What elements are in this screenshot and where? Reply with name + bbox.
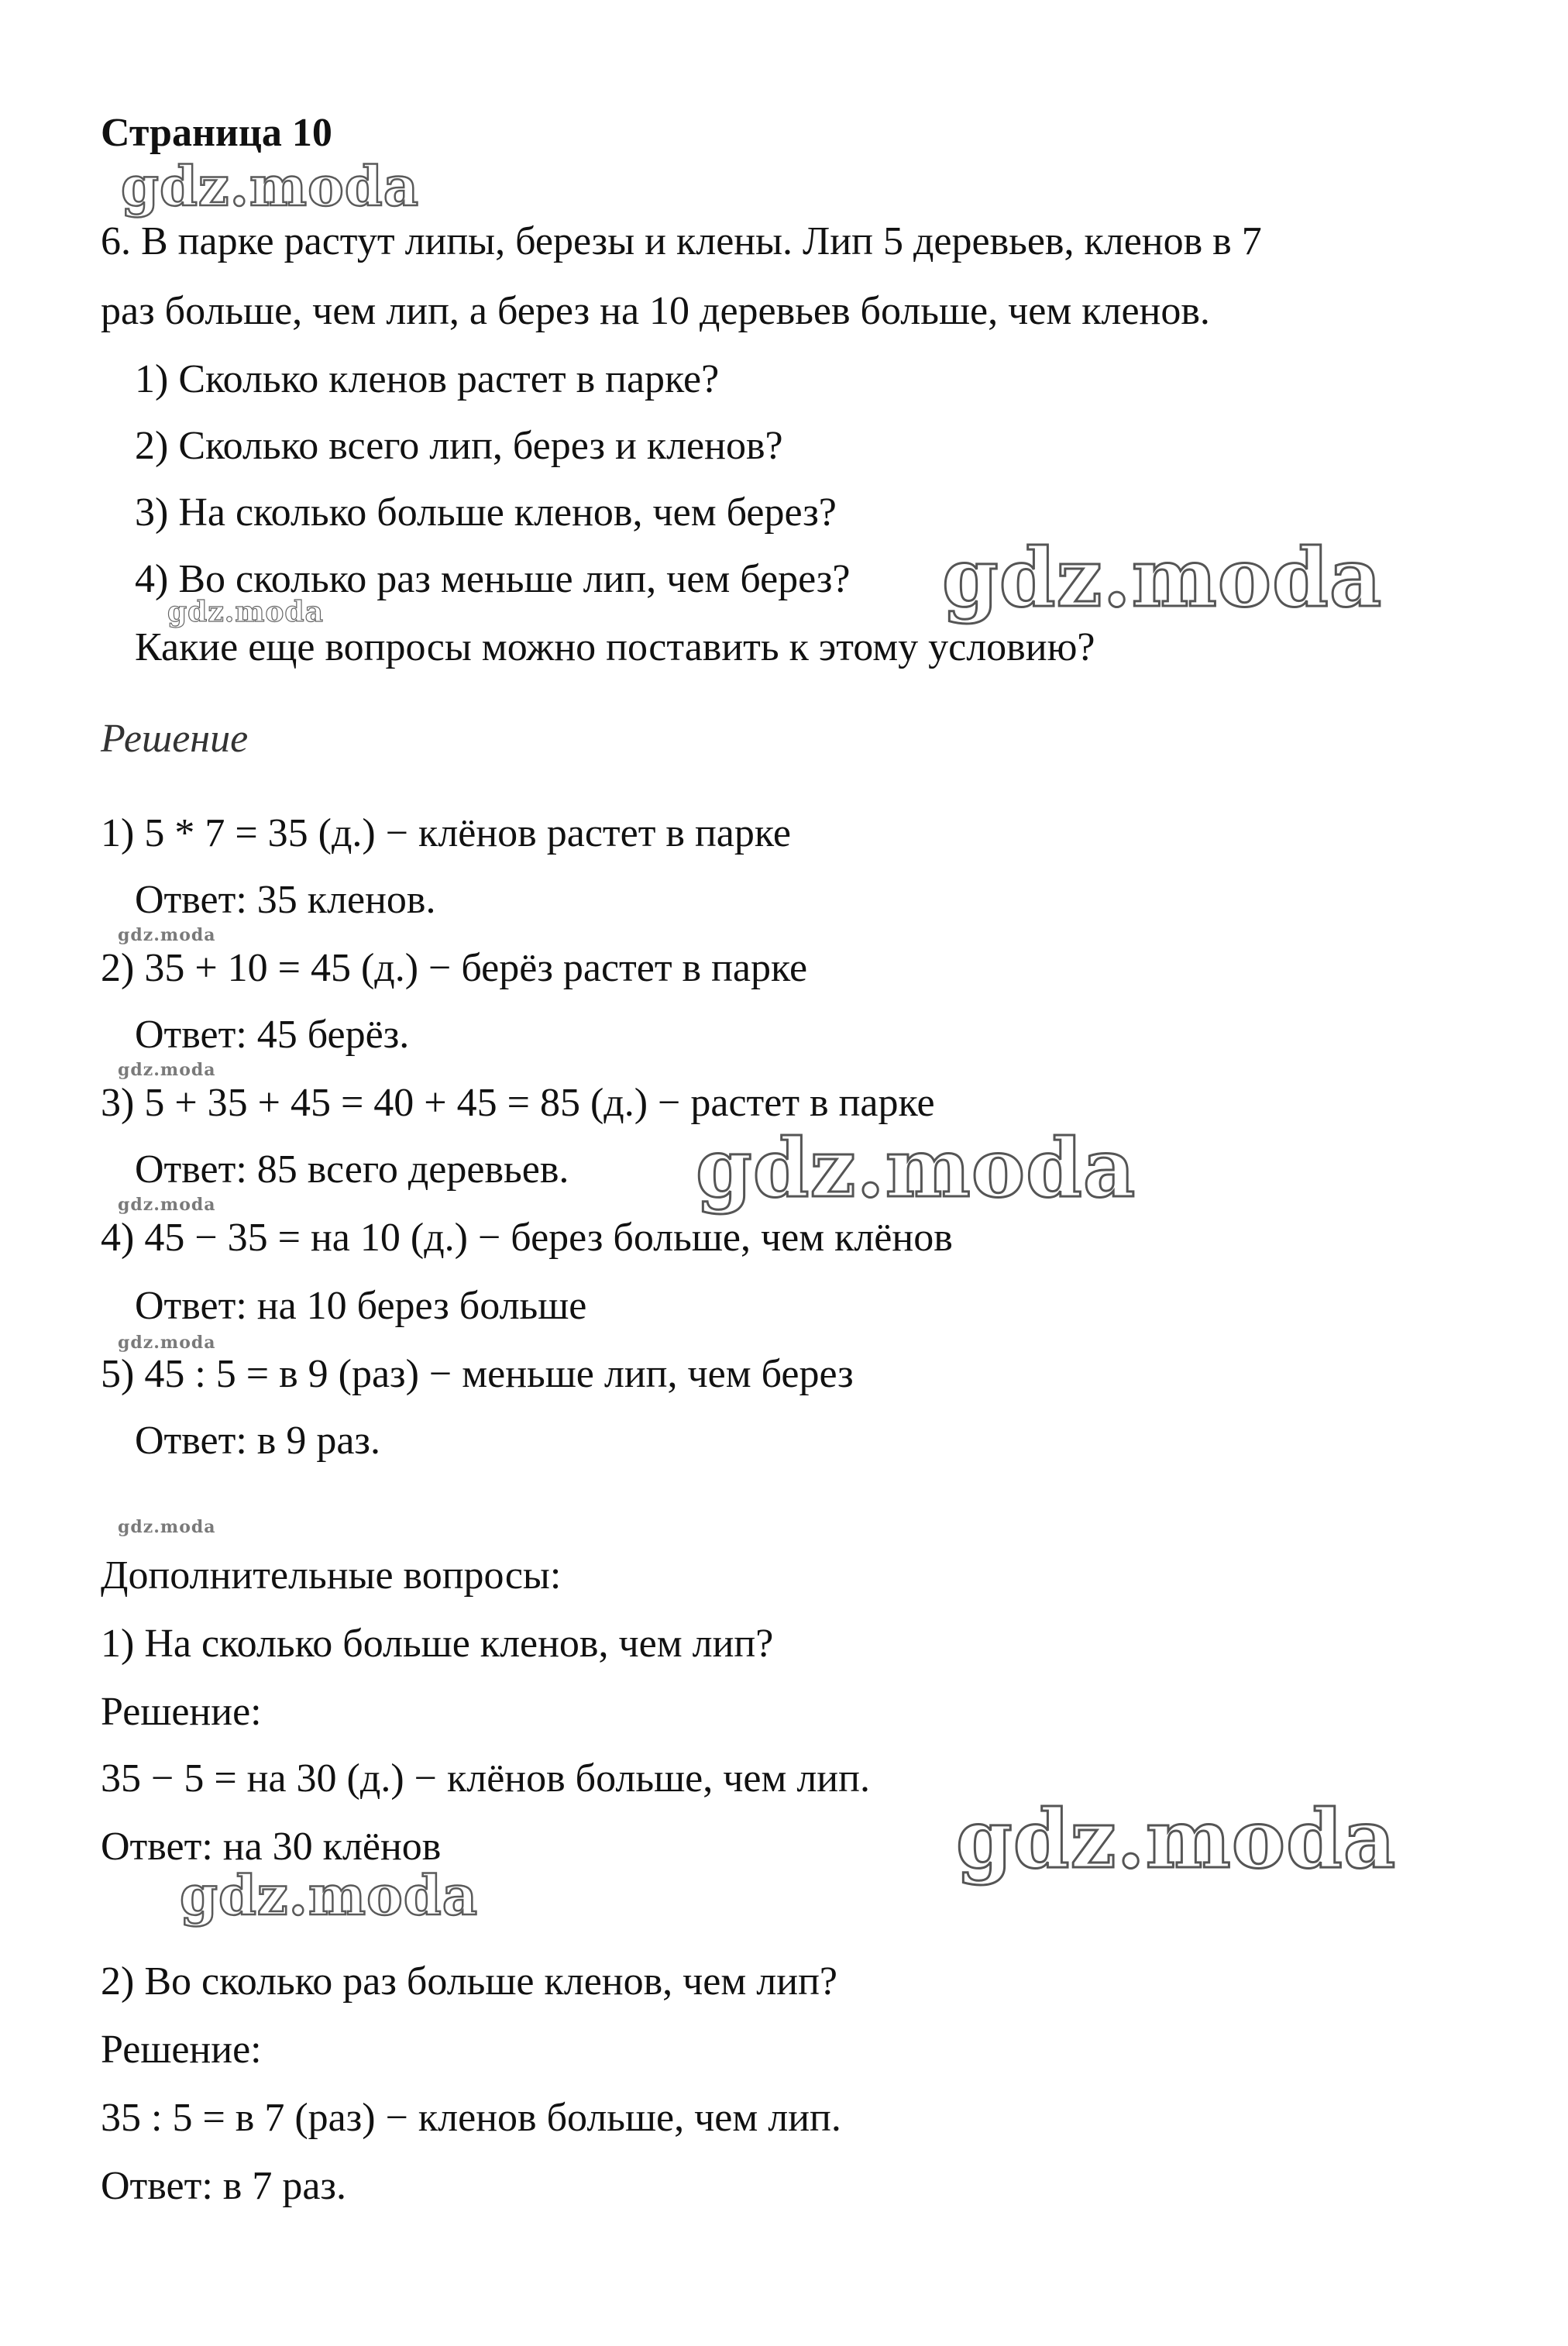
watermark-logo: gdz.moda	[118, 925, 216, 945]
task-question-4: 4) Во сколько раз меньше лип, чем берез?	[135, 557, 851, 601]
solution-step-5: 5) 45 : 5 = в 9 (раз) − меньше лип, чем берез	[101, 1352, 854, 1396]
additional-question-2: 2) Во сколько раз больше кленов, чем лип?	[101, 1959, 837, 2004]
watermark-logo: gdz.moda	[167, 596, 324, 628]
solution-answer-1: Ответ: 35 кленов.	[135, 878, 436, 922]
additional-solution-label-1: Решение:	[101, 1690, 262, 1734]
watermark-logo: gdz.moda	[180, 1863, 479, 1928]
task-text-line-2: раз больше, чем лип, а берез на 10 деревьев больше, чем кленов.	[101, 289, 1210, 333]
task-question-1: 1) Сколько кленов растет в парке?	[135, 357, 720, 401]
watermark-logo: gdz.moda	[118, 1060, 216, 1080]
solution-label: Решение	[101, 717, 249, 761]
watermark-logo: gdz.moda	[118, 1195, 216, 1215]
solution-answer-5: Ответ: в 9 раз.	[135, 1419, 380, 1463]
page-heading: Страница 10	[101, 111, 332, 155]
watermark-logo: gdz.moda	[118, 1333, 216, 1353]
watermark-logo: gdz.moda	[956, 1791, 1397, 1887]
watermark-logo: gdz.moda	[942, 530, 1383, 625]
watermark-logo: gdz.moda	[118, 1517, 216, 1537]
solution-step-3: 3) 5 + 35 + 45 = 40 + 45 = 85 (д.) − растет в парке	[101, 1081, 935, 1125]
additional-title: Дополнительные вопросы:	[101, 1553, 562, 1598]
task-question-3: 3) На сколько больше кленов, чем берез?	[135, 490, 837, 535]
solution-answer-4: Ответ: на 10 берез больше	[135, 1284, 587, 1328]
task-text-line-1: 6. В парке растут липы, березы и клены. Лип 5 деревьев, кленов в 7	[101, 219, 1262, 263]
task-question-2: 2) Сколько всего лип, берез и кленов?	[135, 424, 783, 468]
watermark-logo: gdz.moda	[121, 154, 420, 218]
solution-step-4: 4) 45 − 35 = на 10 (д.) − берез больше, чем клёнов	[101, 1216, 953, 1260]
additional-question-1: 1) На сколько больше кленов, чем лип?	[101, 1622, 774, 1666]
solution-step-1: 1) 5 * 7 = 35 (д.) − клёнов растет в парке	[101, 811, 791, 855]
watermark-logo: gdz.moda	[696, 1120, 1136, 1216]
solution-step-2: 2) 35 + 10 = 45 (д.) − берёз растет в парке	[101, 946, 808, 990]
task-extra-question: Какие еще вопросы можно поставить к этому условию?	[135, 625, 1095, 669]
solution-answer-3: Ответ: 85 всего деревьев.	[135, 1147, 569, 1192]
additional-answer-2: Ответ: в 7 раз.	[101, 2164, 346, 2208]
additional-solution-label-2: Решение:	[101, 2028, 262, 2072]
solution-answer-2: Ответ: 45 берёз.	[135, 1013, 410, 1057]
additional-answer-1: Ответ: на 30 клёнов	[101, 1825, 442, 1869]
additional-calc-2: 35 : 5 = в 7 (раз) − кленов больше, чем лип.	[101, 2096, 841, 2140]
additional-calc-1: 35 − 5 = на 30 (д.) − клёнов больше, чем лип.	[101, 1756, 870, 1801]
